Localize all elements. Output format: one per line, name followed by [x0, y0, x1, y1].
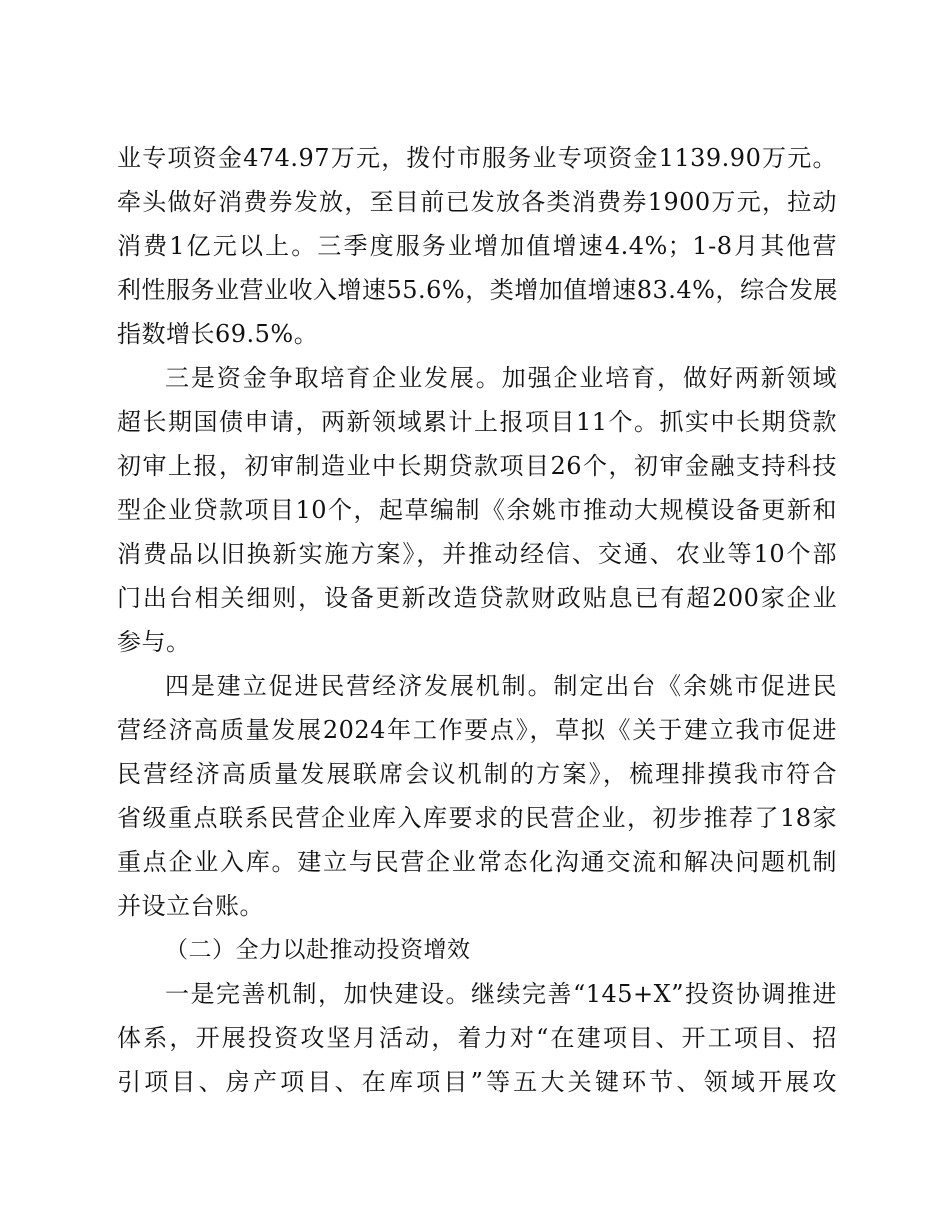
paragraph-first-line: 一是完善机制，加快建设。继续完善“145+X”投资协调推进: [165, 980, 837, 1008]
text-line: 消费品以旧换新实施方案》，并推动经信、交通、农业等10个部: [117, 540, 837, 568]
text-line: 引项目、房产项目、在库项目”等五大关键环节、领域开展攻: [117, 1068, 837, 1096]
paragraph-first-line: 三是资金争取培育企业发展。加强企业培育，做好两新领域: [165, 364, 837, 392]
text-line: 超长期国债申请，两新领域累计上报项目11个。抓实中长期贷款: [117, 408, 837, 436]
text-line: 并设立台账。: [117, 892, 264, 920]
text-line: 型企业贷款项目10个，起草编制《余姚市推动大规模设备更新和: [117, 496, 837, 524]
text-line: 牵头做好消费券发放，至目前已发放各类消费券1900万元，拉动: [117, 188, 837, 216]
text-line: 门出台相关细则，设备更新改造贷款财政贴息已有超200家企业: [117, 584, 837, 612]
text-line: 消费1亿元以上。三季度服务业增加值增速4.4%；1-8月其他营: [117, 232, 837, 260]
section-heading: （二）全力以赴推动投资增效: [165, 937, 471, 963]
text-line: 体系，开展投资攻坚月活动，着力对“在建项目、开工项目、招: [117, 1024, 837, 1052]
text-line: 指数增长69.5%。: [117, 320, 319, 348]
document-body: [117, 136, 837, 1104]
paragraph-first-line: 四是建立促进民营经济发展机制。制定出台《余姚市促进民: [165, 672, 837, 700]
text-line: 省级重点联系民营企业库入库要求的民营企业，初步推荐了18家: [117, 804, 837, 832]
text-line: 业专项资金474.97万元，拨付市服务业专项资金1139.90万元。: [117, 144, 837, 172]
text-line: 参与。: [117, 628, 191, 656]
text-line: 民营经济高质量发展联席会议机制的方案》，梳理排摸我市符合: [117, 760, 837, 788]
text-line: 重点企业入库。建立与民营企业常态化沟通交流和解决问题机制: [117, 848, 837, 876]
text-line: 初审上报，初审制造业中长期贷款项目26个，初审金融支持科技: [117, 452, 837, 480]
text-line: 营经济高质量发展2024年工作要点》，草拟《关于建立我市促进: [117, 716, 837, 744]
text-line: 利性服务业营业收入增速55.6%，类增加值增速83.4%，综合发展: [117, 276, 838, 304]
